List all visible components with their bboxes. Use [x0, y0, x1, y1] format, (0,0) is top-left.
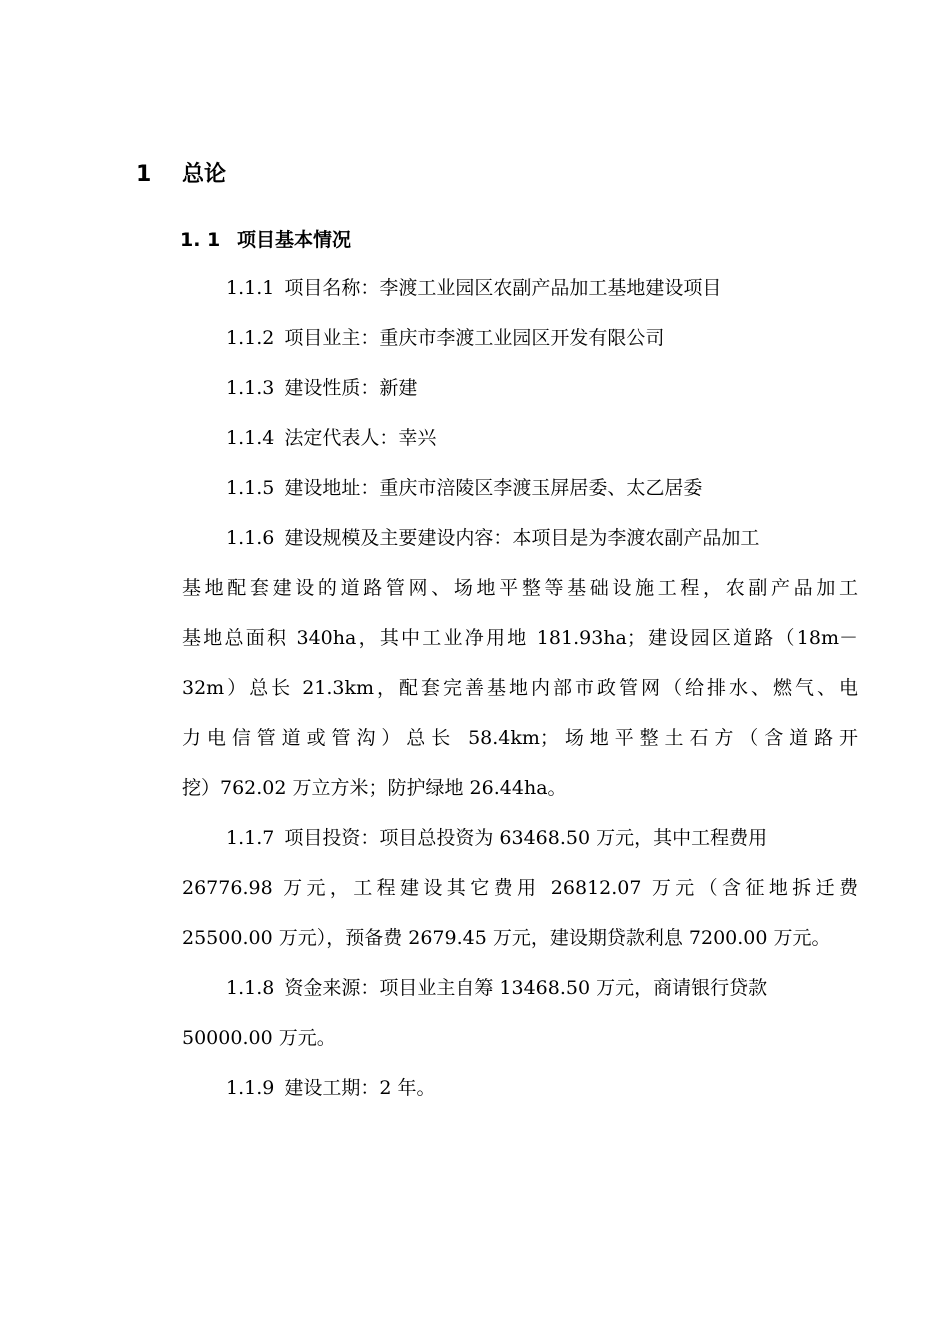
- item-investment-line: [226, 813, 767, 863]
- item-project-owner: [226, 313, 664, 363]
- item-legal-representative: [226, 413, 436, 463]
- section-number: 1. 1: [180, 229, 221, 251]
- item-scale-line: 基地总面积 340ha，其中工业净用地 181.93ha；建设园区道路（18m－: [182, 627, 858, 649]
- section-title: 项目基本情况: [237, 229, 352, 251]
- chapter-title: 总论: [182, 162, 227, 187]
- item-text: 建设性质：新建: [284, 377, 418, 399]
- chapter-heading: [136, 158, 226, 192]
- item-investment-line: 26776.98 万元，工程建设其它费用 26812.07 万元（含征地拆迁费: [182, 877, 858, 899]
- item-project-name: [226, 263, 721, 313]
- item-funding-line: [226, 963, 767, 1013]
- section-heading: [180, 225, 351, 255]
- item-number: 1.1.9: [226, 1077, 275, 1099]
- chapter-number: 1: [136, 162, 152, 187]
- item-construction-nature: [226, 363, 417, 413]
- item-number: 1.1.6: [226, 527, 275, 549]
- item-text: 建设工期：2 年。: [284, 1077, 436, 1099]
- item-number: 1.1.7: [226, 827, 275, 849]
- item-investment-line: 25500.00 万元），预备费 2679.45 万元，建设期贷款利息 7200.00 万元。: [182, 927, 831, 949]
- item-construction-period: [226, 1063, 436, 1113]
- item-text: 建设规模及主要建设内容：本项目是为李渡农副产品加工: [284, 527, 760, 549]
- item-scale-line: 力电信管道或管沟）总长 58.4km；场地平整土石方（含道路开: [182, 727, 858, 749]
- item-construction-address: [226, 463, 702, 513]
- item-number: 1.1.8: [226, 977, 275, 999]
- item-number: 1.1.1: [226, 277, 275, 299]
- item-scale-line: 基地配套建设的道路管网、场地平整等基础设施工程，农副产品加工: [182, 577, 858, 599]
- item-text: 法定代表人：幸兴: [284, 427, 437, 449]
- item-number: 1.1.4: [226, 427, 275, 449]
- item-text: 项目名称：李渡工业园区农副产品加工基地建设项目: [284, 277, 722, 299]
- item-text: 资金来源：项目业主自筹 13468.50 万元，商请银行贷款: [284, 977, 768, 999]
- item-text: 项目投资：项目总投资为 63468.50 万元，其中工程费用: [284, 827, 768, 849]
- item-number: 1.1.3: [226, 377, 275, 399]
- item-scale-line: 挖）762.02 万立方米；防护绿地 26.44ha。: [182, 777, 567, 799]
- item-funding-line: 50000.00 万元。: [182, 1027, 336, 1049]
- item-number: 1.1.2: [226, 327, 275, 349]
- item-text: 建设地址：重庆市涪陵区李渡玉屏居委、太乙居委: [284, 477, 703, 499]
- item-text: 项目业主：重庆市李渡工业园区开发有限公司: [284, 327, 665, 349]
- item-scale-line: [226, 513, 759, 563]
- item-number: 1.1.5: [226, 477, 275, 499]
- item-scale-line: 32m）总长 21.3km，配套完善基地内部市政管网（给排水、燃气、电: [182, 677, 858, 699]
